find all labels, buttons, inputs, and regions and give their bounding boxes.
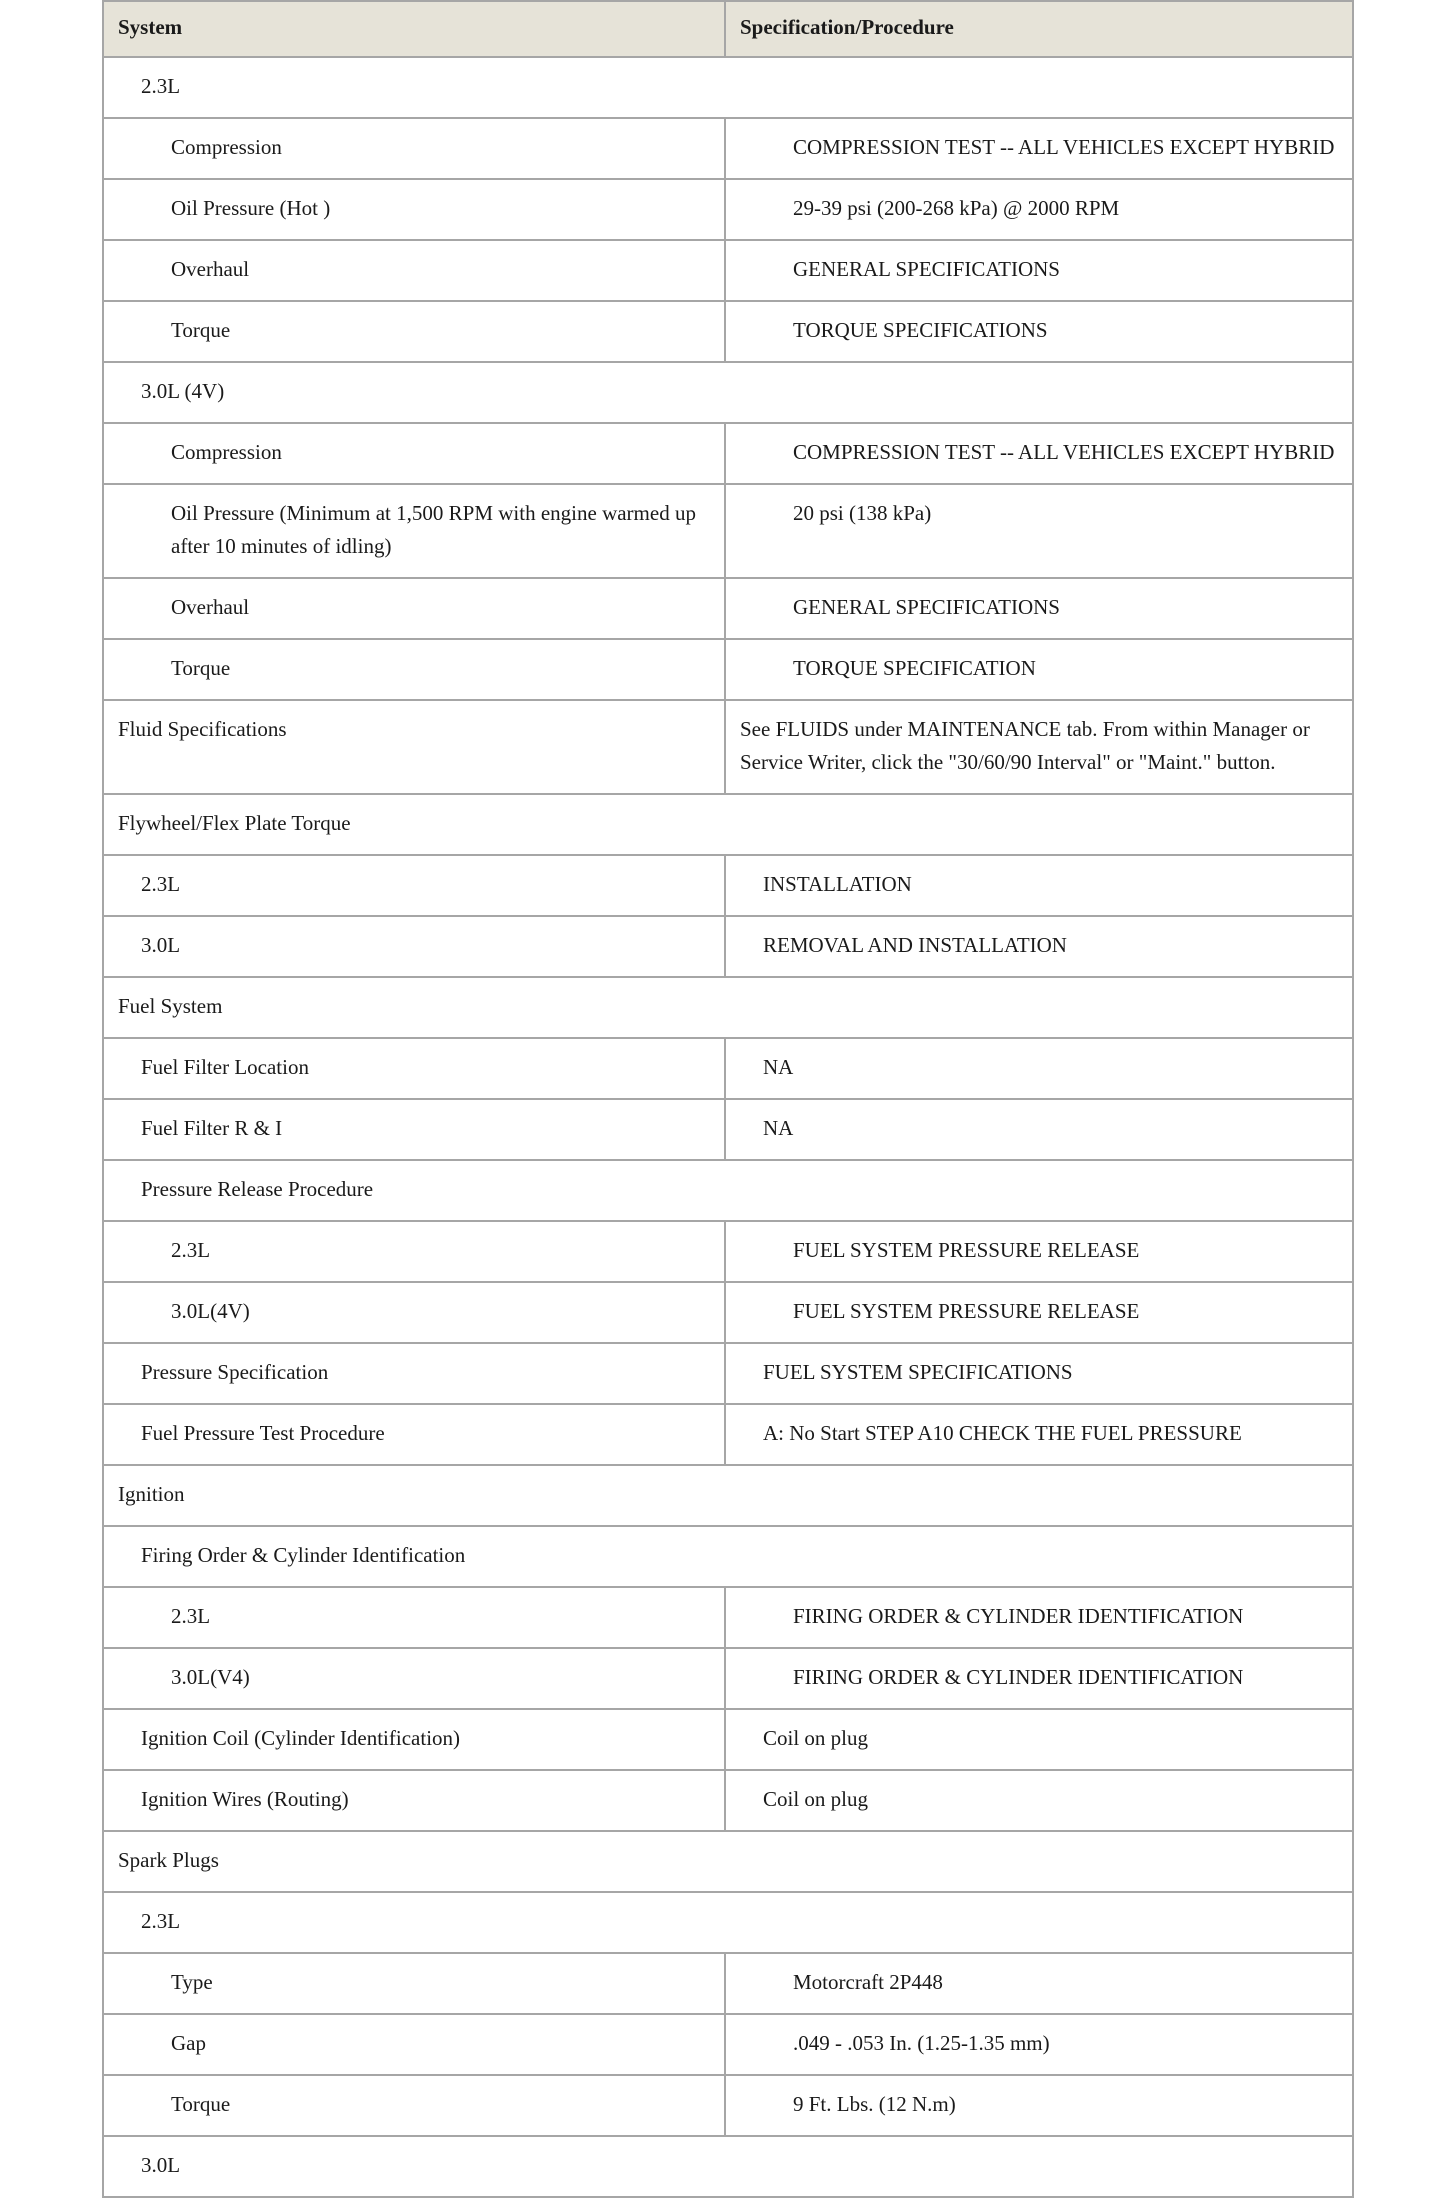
specification-cell: .049 - .053 In. (1.25-1.35 mm) bbox=[725, 2014, 1353, 2075]
system-cell: 3.0L(4V) bbox=[103, 1282, 725, 1343]
system-cell: Oil Pressure (Minimum at 1,500 RPM with engine warmed up after 10 minutes of idling) bbox=[103, 484, 725, 578]
header-specification: Specification/Procedure bbox=[725, 1, 1353, 57]
table-row bbox=[103, 916, 1353, 977]
section-row bbox=[103, 1465, 1353, 1526]
section-label: 2.3L bbox=[103, 57, 1353, 118]
system-cell: 3.0L bbox=[103, 916, 725, 977]
section-row bbox=[103, 362, 1353, 423]
table-row bbox=[103, 855, 1353, 916]
table-row bbox=[103, 179, 1353, 240]
specification-cell: REMOVAL AND INSTALLATION bbox=[725, 916, 1353, 977]
specification-cell: 20 psi (138 kPa) bbox=[725, 484, 1353, 578]
section-row bbox=[103, 1160, 1353, 1221]
specification-cell: COMPRESSION TEST -- ALL VEHICLES EXCEPT HYBRID bbox=[725, 118, 1353, 179]
specification-cell: GENERAL SPECIFICATIONS bbox=[725, 240, 1353, 301]
system-cell: Type bbox=[103, 1953, 725, 2014]
section-label: 2.3L bbox=[103, 1892, 1353, 1953]
table-row bbox=[103, 1709, 1353, 1770]
table-row bbox=[103, 2075, 1353, 2136]
specification-cell: Motorcraft 2P448 bbox=[725, 1953, 1353, 2014]
system-cell: Torque bbox=[103, 2075, 725, 2136]
specification-cell: COMPRESSION TEST -- ALL VEHICLES EXCEPT HYBRID bbox=[725, 423, 1353, 484]
section-label: Ignition bbox=[103, 1465, 1353, 1526]
table-row bbox=[103, 1587, 1353, 1648]
specification-cell: GENERAL SPECIFICATIONS bbox=[725, 578, 1353, 639]
section-row bbox=[103, 1526, 1353, 1587]
header-row bbox=[103, 1, 1353, 57]
system-cell: Overhaul bbox=[103, 240, 725, 301]
specification-cell: 29-39 psi (200-268 kPa) @ 2000 RPM bbox=[725, 179, 1353, 240]
system-cell: 2.3L bbox=[103, 1221, 725, 1282]
specification-cell: INSTALLATION bbox=[725, 855, 1353, 916]
system-cell: Gap bbox=[103, 2014, 725, 2075]
specification-cell: FUEL SYSTEM PRESSURE RELEASE bbox=[725, 1282, 1353, 1343]
header-system: System bbox=[103, 1, 725, 57]
section-label: Flywheel/Flex Plate Torque bbox=[103, 794, 1353, 855]
section-row bbox=[103, 977, 1353, 1038]
section-label: 3.0L bbox=[103, 2136, 1353, 2197]
table-row bbox=[103, 1404, 1353, 1465]
table-row bbox=[103, 301, 1353, 362]
section-row bbox=[103, 57, 1353, 118]
table-body bbox=[103, 57, 1353, 2197]
specification-cell: 9 Ft. Lbs. (12 N.m) bbox=[725, 2075, 1353, 2136]
specification-cell: Coil on plug bbox=[725, 1770, 1353, 1831]
system-cell: Compression bbox=[103, 118, 725, 179]
table-row bbox=[103, 1343, 1353, 1404]
table-row bbox=[103, 1038, 1353, 1099]
system-cell: Fuel Filter Location bbox=[103, 1038, 725, 1099]
system-cell: Pressure Specification bbox=[103, 1343, 725, 1404]
system-cell: 3.0L(V4) bbox=[103, 1648, 725, 1709]
system-cell: 2.3L bbox=[103, 1587, 725, 1648]
specification-cell: FIRING ORDER & CYLINDER IDENTIFICATION bbox=[725, 1648, 1353, 1709]
specification-cell: Coil on plug bbox=[725, 1709, 1353, 1770]
table-row bbox=[103, 423, 1353, 484]
specification-cell: NA bbox=[725, 1099, 1353, 1160]
specification-cell: FIRING ORDER & CYLINDER IDENTIFICATION bbox=[725, 1587, 1353, 1648]
section-label: Pressure Release Procedure bbox=[103, 1160, 1353, 1221]
table-row bbox=[103, 578, 1353, 639]
specification-cell: FUEL SYSTEM PRESSURE RELEASE bbox=[725, 1221, 1353, 1282]
system-cell: Compression bbox=[103, 423, 725, 484]
section-label: 3.0L (4V) bbox=[103, 362, 1353, 423]
table-row bbox=[103, 639, 1353, 700]
table-row bbox=[103, 240, 1353, 301]
system-cell: Overhaul bbox=[103, 578, 725, 639]
system-cell: Oil Pressure (Hot ) bbox=[103, 179, 725, 240]
table-row bbox=[103, 118, 1353, 179]
table-row bbox=[103, 1648, 1353, 1709]
table-row bbox=[103, 484, 1353, 578]
table-row bbox=[103, 2014, 1353, 2075]
table-row bbox=[103, 1282, 1353, 1343]
section-row bbox=[103, 2136, 1353, 2197]
table-row bbox=[103, 1099, 1353, 1160]
system-cell: Ignition Coil (Cylinder Identification) bbox=[103, 1709, 725, 1770]
specification-cell: FUEL SYSTEM SPECIFICATIONS bbox=[725, 1343, 1353, 1404]
specification-cell: A: No Start STEP A10 CHECK THE FUEL PRESSURE bbox=[725, 1404, 1353, 1465]
table-row bbox=[103, 1953, 1353, 2014]
system-cell: Ignition Wires (Routing) bbox=[103, 1770, 725, 1831]
section-label: Firing Order & Cylinder Identification bbox=[103, 1526, 1353, 1587]
system-cell: Fluid Specifications bbox=[103, 700, 725, 794]
system-cell: Torque bbox=[103, 301, 725, 362]
specification-cell: TORQUE SPECIFICATIONS bbox=[725, 301, 1353, 362]
section-row bbox=[103, 1831, 1353, 1892]
specification-cell: TORQUE SPECIFICATION bbox=[725, 639, 1353, 700]
table-row bbox=[103, 1770, 1353, 1831]
specification-cell: NA bbox=[725, 1038, 1353, 1099]
system-cell: Fuel Filter R & I bbox=[103, 1099, 725, 1160]
system-cell: 2.3L bbox=[103, 855, 725, 916]
section-label: Fuel System bbox=[103, 977, 1353, 1038]
spec-table bbox=[102, 0, 1354, 2198]
table-row bbox=[103, 1221, 1353, 1282]
system-cell: Fuel Pressure Test Procedure bbox=[103, 1404, 725, 1465]
section-row bbox=[103, 1892, 1353, 1953]
system-cell: Torque bbox=[103, 639, 725, 700]
specification-cell: See FLUIDS under MAINTENANCE tab. From within Manager or Service Writer, click the "30/60/90 Interval" or "Maint." button. bbox=[725, 700, 1353, 794]
section-label: Spark Plugs bbox=[103, 1831, 1353, 1892]
table-row bbox=[103, 700, 1353, 794]
section-row bbox=[103, 794, 1353, 855]
